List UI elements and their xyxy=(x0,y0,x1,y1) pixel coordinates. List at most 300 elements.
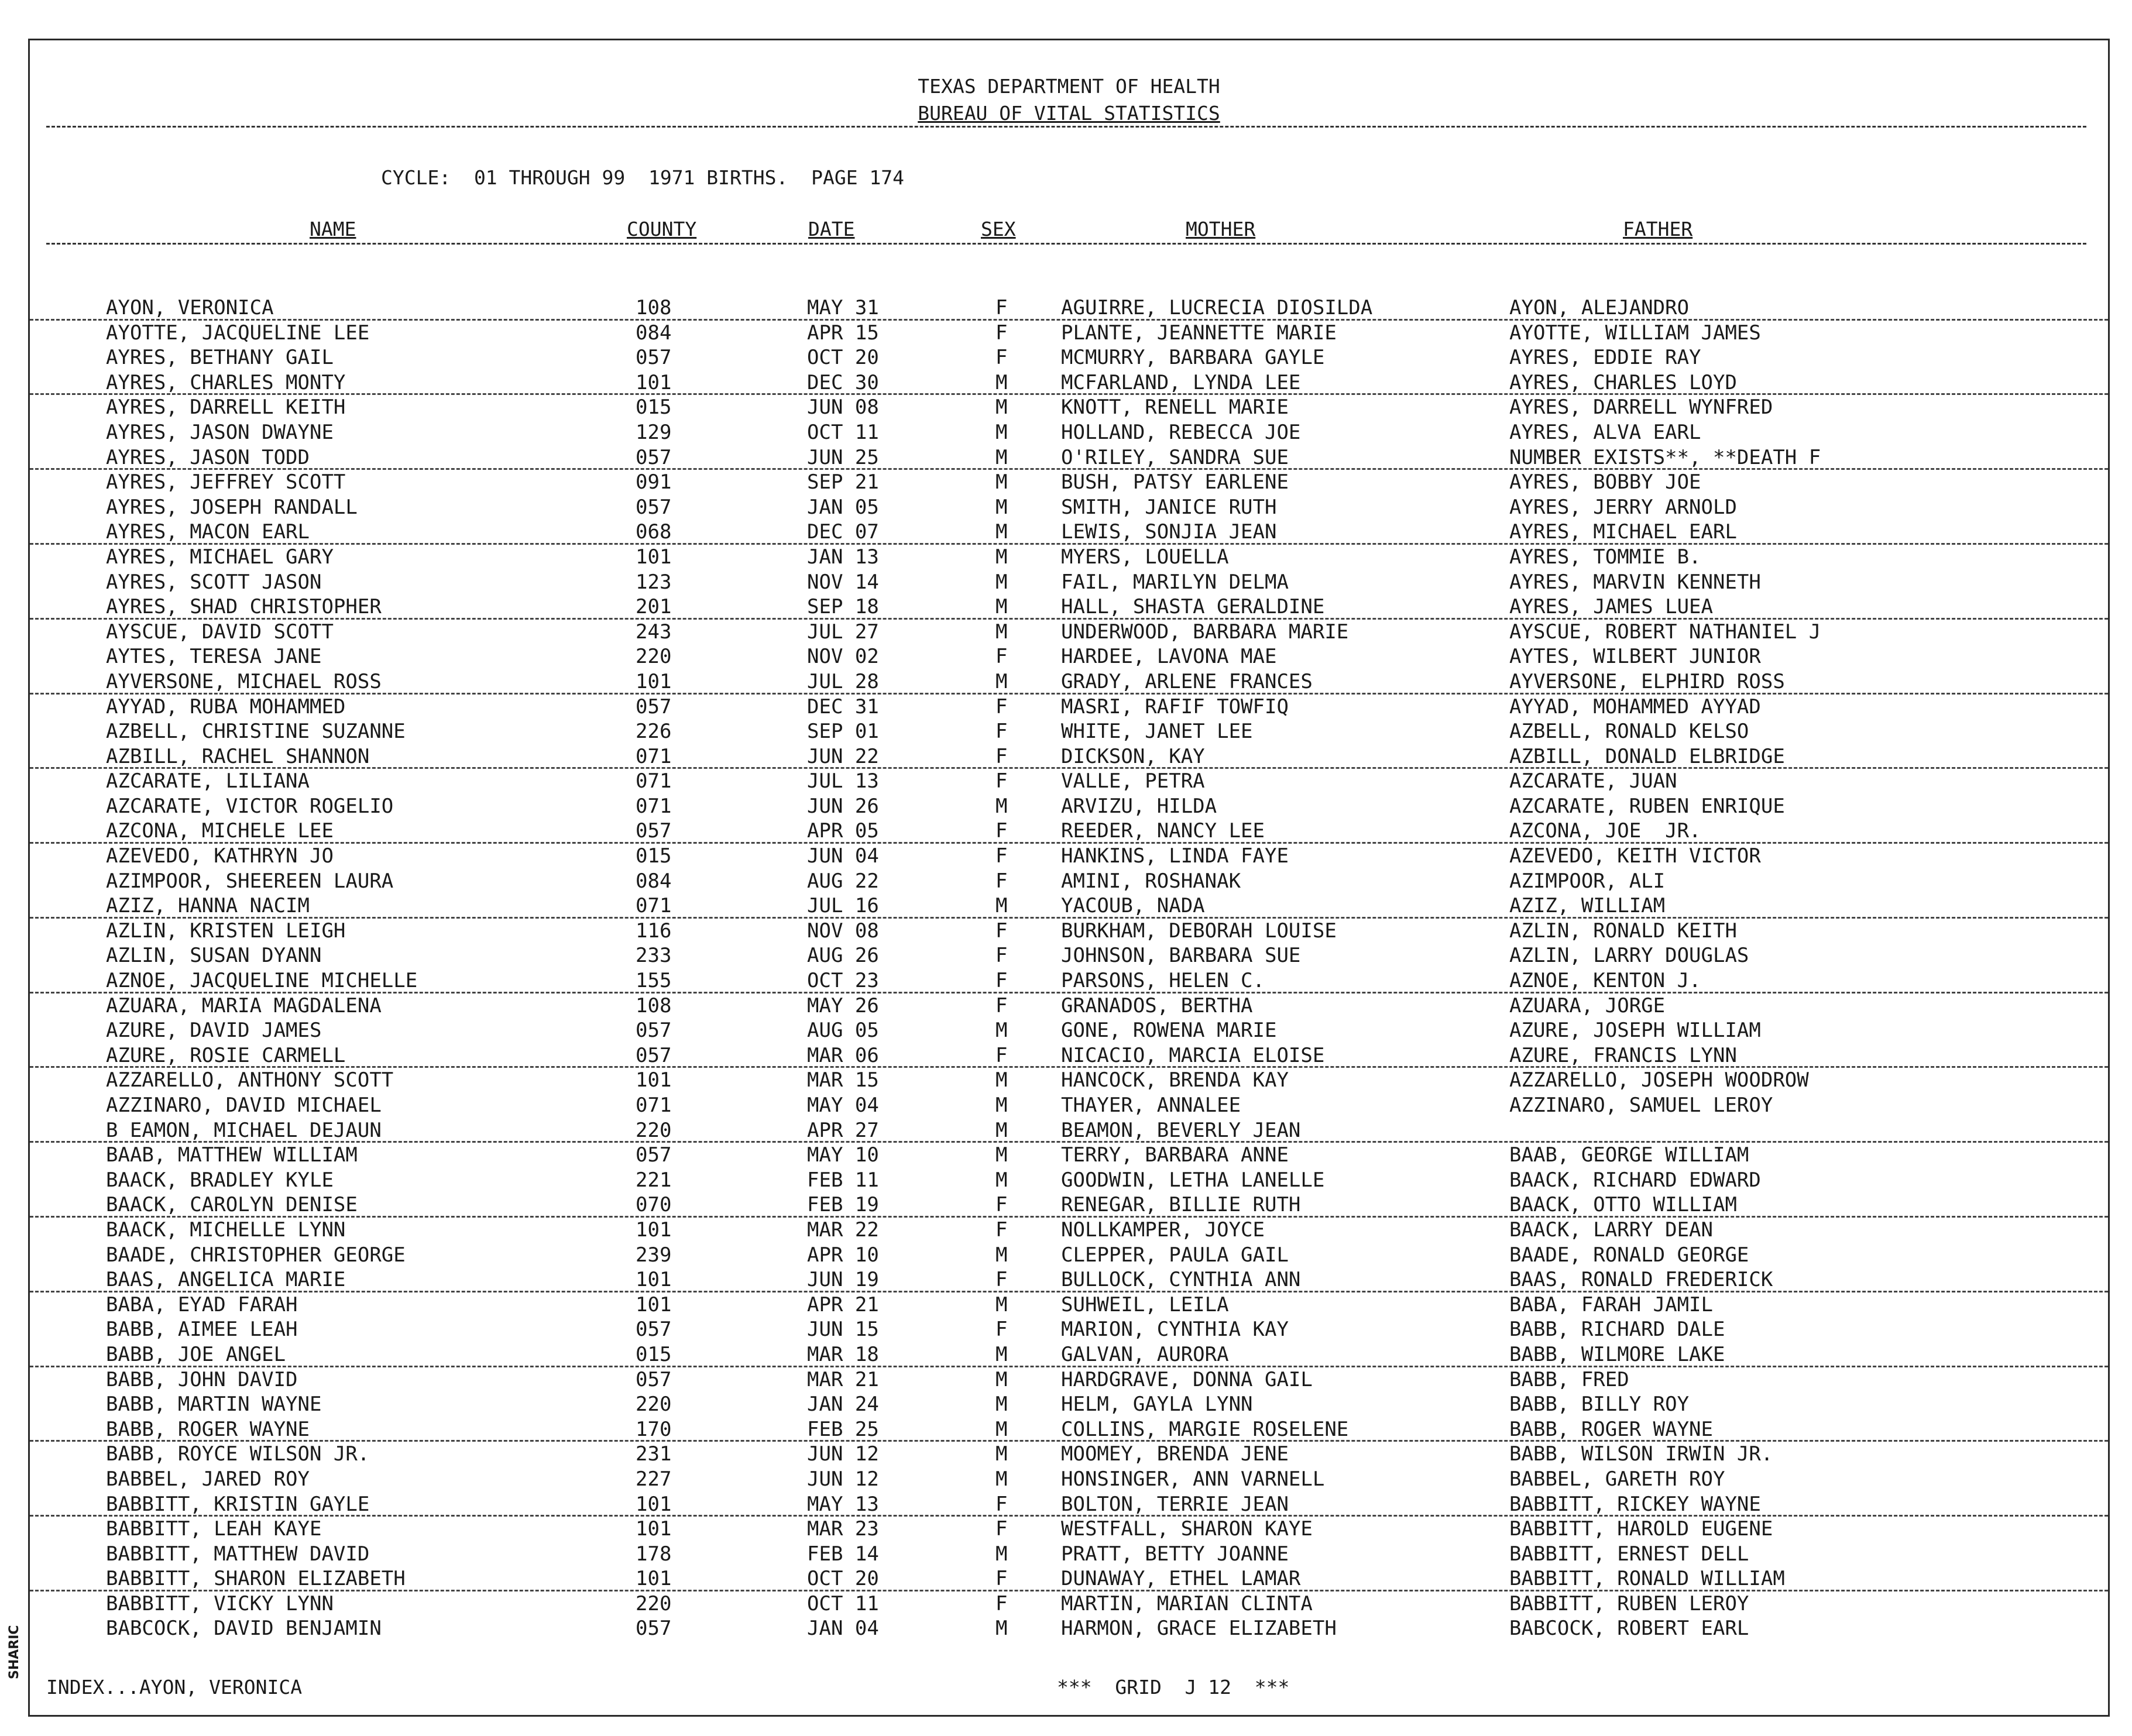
cell-sex: M xyxy=(995,1168,1008,1192)
cell-father: BABB, FRED xyxy=(1509,1367,1629,1391)
cell-county: 057 xyxy=(636,1019,672,1043)
cell-mother: HALL, SHASTA GERALDINE xyxy=(1061,595,1325,619)
cell-county: 108 xyxy=(636,296,672,319)
cell-date: NOV 02 xyxy=(807,645,879,669)
cell-mother: PLANTE, JEANNETTE MARIE xyxy=(1061,321,1337,345)
table-row xyxy=(30,1591,2108,1617)
cell-date: FEB 19 xyxy=(807,1193,879,1217)
cell-father: AYRES, JAMES LUEA xyxy=(1509,595,1713,619)
table-row xyxy=(30,869,2108,894)
cell-name: BAACK, BRADLEY KYLE xyxy=(106,1168,334,1192)
cell-date: AUG 22 xyxy=(807,869,879,893)
birth-records-table xyxy=(30,295,2108,1641)
cell-date: FEB 11 xyxy=(807,1168,879,1192)
cell-date: NOV 14 xyxy=(807,570,879,594)
agency-title: TEXAS DEPARTMENT OF HEALTH xyxy=(918,75,1220,98)
table-row xyxy=(30,470,2108,495)
cell-father: AYRES, MICHAEL EARL xyxy=(1509,520,1737,544)
cell-county: 071 xyxy=(636,1094,672,1117)
cell-sex: M xyxy=(995,1542,1008,1566)
cell-county: 116 xyxy=(636,919,672,943)
cell-father: AYRES, EDDIE RAY xyxy=(1509,346,1701,370)
cell-father: AZUARA, JORGE xyxy=(1509,994,1666,1017)
cell-name: BABBITT, VICKY LYNN xyxy=(106,1591,334,1615)
table-row xyxy=(30,769,2108,794)
cell-county: 155 xyxy=(636,969,672,993)
cell-name: AZZARELLO, ANTHONY SCOTT xyxy=(106,1068,394,1092)
cell-county: 201 xyxy=(636,595,672,619)
table-row xyxy=(30,395,2108,420)
cell-county: 057 xyxy=(636,346,672,370)
cell-date: OCT 23 xyxy=(807,969,879,993)
cell-name: AYRES, JOSEPH RANDALL xyxy=(106,495,358,519)
cell-county: 101 xyxy=(636,1567,672,1591)
cell-mother: MASRI, RAFIF TOWFIQ xyxy=(1061,695,1289,719)
cell-mother: MARION, CYNTHIA KAY xyxy=(1061,1318,1289,1342)
cell-sex: M xyxy=(995,595,1008,619)
cell-county: 071 xyxy=(636,794,672,818)
cell-sex: F xyxy=(995,1268,1008,1292)
cell-date: DEC 30 xyxy=(807,370,879,394)
cell-county: 071 xyxy=(636,744,672,768)
cell-county: 101 xyxy=(636,545,672,569)
table-row xyxy=(30,520,2108,545)
cell-county: 091 xyxy=(636,470,672,494)
cell-mother: BURKHAM, DEBORAH LOUISE xyxy=(1061,919,1337,943)
cell-date: SEP 21 xyxy=(807,470,879,494)
cell-mother: GRADY, ARLENE FRANCES xyxy=(1061,669,1313,693)
cell-sex: F xyxy=(995,819,1008,843)
table-row xyxy=(30,321,2108,346)
cell-mother: HARMON, GRACE ELIZABETH xyxy=(1061,1617,1337,1641)
cell-date: DEC 07 xyxy=(807,520,879,544)
cell-sex: F xyxy=(995,321,1008,345)
cell-sex: M xyxy=(995,1367,1008,1391)
cell-mother: GRANADOS, BERTHA xyxy=(1061,994,1253,1017)
cell-sex: M xyxy=(995,445,1008,469)
cell-sex: F xyxy=(995,944,1008,968)
cell-sex: F xyxy=(995,1193,1008,1217)
cell-sex: M xyxy=(995,620,1008,644)
cell-mother: HARDGRAVE, DONNA GAIL xyxy=(1061,1367,1313,1391)
cell-sex: M xyxy=(995,545,1008,569)
cell-date: APR 27 xyxy=(807,1118,879,1142)
table-row xyxy=(30,1417,2108,1442)
cell-date: MAY 31 xyxy=(807,296,879,319)
cell-father: BABBITT, HAROLD EUGENE xyxy=(1509,1517,1773,1541)
cell-name: AZZINARO, DAVID MICHAEL xyxy=(106,1094,382,1117)
cell-father: BAAB, GEORGE WILLIAM xyxy=(1509,1143,1749,1167)
cell-mother: WHITE, JANET LEE xyxy=(1061,720,1253,744)
cell-father: AZCARATE, JUAN xyxy=(1509,769,1677,793)
cell-county: 233 xyxy=(636,944,672,968)
cell-name: AZURE, DAVID JAMES xyxy=(106,1019,322,1043)
cell-name: BABBITT, KRISTIN GAYLE xyxy=(106,1492,370,1516)
cell-date: JUL 13 xyxy=(807,769,879,793)
cell-county: 057 xyxy=(636,1318,672,1342)
cell-date: APR 05 xyxy=(807,819,879,843)
cell-county: 071 xyxy=(636,894,672,918)
header-rule-top xyxy=(46,126,2086,128)
cell-name: AZIZ, HANNA NACIM xyxy=(106,894,310,918)
cell-county: 129 xyxy=(636,420,672,444)
cell-date: JUN 22 xyxy=(807,744,879,768)
cell-mother: YACOUB, NADA xyxy=(1061,894,1205,918)
cell-county: 123 xyxy=(636,570,672,594)
cell-father: AZCARATE, RUBEN ENRIQUE xyxy=(1509,794,1785,818)
cell-sex: F xyxy=(995,346,1008,370)
cell-father: AYVERSONE, ELPHIRD ROSS xyxy=(1509,669,1785,693)
side-label: SHARIC xyxy=(7,1625,22,1679)
cell-mother: AGUIRRE, LUCRECIA DIOSILDA xyxy=(1061,296,1373,319)
cell-date: JUN 12 xyxy=(807,1467,879,1491)
cell-sex: M xyxy=(995,894,1008,918)
cell-name: BABBEL, JARED ROY xyxy=(106,1467,310,1491)
cell-name: AYRES, MICHAEL GARY xyxy=(106,545,334,569)
cell-name: BABB, MARTIN WAYNE xyxy=(106,1393,322,1417)
col-header-father: FATHER xyxy=(1623,218,1693,240)
cell-date: JUN 12 xyxy=(807,1442,879,1466)
cell-sex: M xyxy=(995,470,1008,494)
table-row xyxy=(30,1267,2108,1292)
cycle-line: CYCLE: 01 THROUGH 99 1971 BIRTHS. PAGE 174 xyxy=(381,166,905,189)
table-row xyxy=(30,1168,2108,1193)
cell-father: AYRES, CHARLES LOYD xyxy=(1509,370,1737,394)
cell-county: 220 xyxy=(636,645,672,669)
cell-father: BABCOCK, ROBERT EARL xyxy=(1509,1617,1749,1641)
cell-county: 015 xyxy=(636,844,672,868)
cell-county: 178 xyxy=(636,1542,672,1566)
cell-father: AZURE, JOSEPH WILLIAM xyxy=(1509,1019,1761,1043)
cell-date: AUG 05 xyxy=(807,1019,879,1043)
cell-name: BABB, ROYCE WILSON JR. xyxy=(106,1442,370,1466)
index-footer: INDEX...AYON, VERONICA xyxy=(46,1676,303,1699)
cell-sex: M xyxy=(995,794,1008,818)
cell-county: 057 xyxy=(636,1043,672,1067)
cell-mother: MCMURRY, BARBARA GAYLE xyxy=(1061,346,1325,370)
cell-mother: DUNAWAY, ETHEL LAMAR xyxy=(1061,1567,1301,1591)
cell-mother: VALLE, PETRA xyxy=(1061,769,1205,793)
cell-sex: M xyxy=(995,1393,1008,1417)
cell-name: AYRES, BETHANY GAIL xyxy=(106,346,334,370)
cell-name: AYRES, JASON TODD xyxy=(106,445,310,469)
cell-date: MAR 06 xyxy=(807,1043,879,1067)
cell-sex: M xyxy=(995,420,1008,444)
cell-date: FEB 14 xyxy=(807,1542,879,1566)
table-row xyxy=(30,644,2108,669)
cell-father: AYON, ALEJANDRO xyxy=(1509,296,1690,319)
cell-father: AYYAD, MOHAMMED AYYAD xyxy=(1509,695,1761,719)
cell-sex: F xyxy=(995,769,1008,793)
cell-name: BAACK, CAROLYN DENISE xyxy=(106,1193,358,1217)
cell-mother: NOLLKAMPER, JOYCE xyxy=(1061,1218,1265,1242)
cell-date: JUN 08 xyxy=(807,396,879,420)
cell-date: MAY 04 xyxy=(807,1094,879,1117)
cell-date: MAR 18 xyxy=(807,1342,879,1366)
cell-name: AZNOE, JACQUELINE MICHELLE xyxy=(106,969,418,993)
cell-date: OCT 11 xyxy=(807,420,879,444)
table-row xyxy=(30,819,2108,844)
table-row xyxy=(30,1492,2108,1517)
cell-sex: M xyxy=(995,1143,1008,1167)
cell-mother: HARDEE, LAVONA MAE xyxy=(1061,645,1277,669)
cell-father: BABB, WILMORE LAKE xyxy=(1509,1342,1725,1366)
cell-date: JUN 25 xyxy=(807,445,879,469)
cell-sex: M xyxy=(995,1068,1008,1092)
cell-sex: M xyxy=(995,570,1008,594)
cell-name: BAADE, CHRISTOPHER GEORGE xyxy=(106,1243,406,1267)
cell-sex: F xyxy=(995,695,1008,719)
cell-mother: HANCOCK, BRENDA KAY xyxy=(1061,1068,1289,1092)
table-row xyxy=(30,1292,2108,1318)
cell-name: AYVERSONE, MICHAEL ROSS xyxy=(106,669,382,693)
cell-date: MAR 22 xyxy=(807,1218,879,1242)
table-row xyxy=(30,1517,2108,1542)
cell-mother: BEAMON, BEVERLY JEAN xyxy=(1061,1118,1301,1142)
cell-county: 101 xyxy=(636,1218,672,1242)
cell-mother: MCFARLAND, LYNDA LEE xyxy=(1061,370,1301,394)
cell-county: 221 xyxy=(636,1168,672,1192)
cell-county: 220 xyxy=(636,1591,672,1615)
cell-father: BABBITT, RONALD WILLIAM xyxy=(1509,1567,1785,1591)
cell-father: AZZINARO, SAMUEL LEROY xyxy=(1509,1094,1773,1117)
cell-mother: HONSINGER, ANN VARNELL xyxy=(1061,1467,1325,1491)
cell-father: BABBITT, RUBEN LEROY xyxy=(1509,1591,1749,1615)
cell-mother: GOODWIN, LETHA LANELLE xyxy=(1061,1168,1325,1192)
cell-name: AZBELL, CHRISTINE SUZANNE xyxy=(106,720,406,744)
table-row xyxy=(30,968,2108,994)
table-row xyxy=(30,545,2108,570)
cell-sex: M xyxy=(995,1617,1008,1641)
cell-mother: GALVAN, AURORA xyxy=(1061,1342,1229,1366)
cell-date: JUN 19 xyxy=(807,1268,879,1292)
cell-father: BABA, FARAH JAMIL xyxy=(1509,1292,1713,1316)
table-row xyxy=(30,1392,2108,1417)
table-row xyxy=(30,1467,2108,1492)
cell-name: AYYAD, RUBA MOHAMMED xyxy=(106,695,346,719)
cell-father: AYSCUE, ROBERT NATHANIEL J xyxy=(1509,620,1821,644)
cell-county: 170 xyxy=(636,1417,672,1441)
cell-mother: GONE, ROWENA MARIE xyxy=(1061,1019,1277,1043)
cell-father: BAACK, RICHARD EDWARD xyxy=(1509,1168,1761,1192)
cell-date: JAN 24 xyxy=(807,1393,879,1417)
table-row xyxy=(30,844,2108,869)
cell-name: AYRES, JASON DWAYNE xyxy=(106,420,334,444)
cell-county: 084 xyxy=(636,869,672,893)
cell-sex: M xyxy=(995,396,1008,420)
cell-sex: F xyxy=(995,844,1008,868)
cell-father: BABB, BILLY ROY xyxy=(1509,1393,1690,1417)
cell-county: 070 xyxy=(636,1193,672,1217)
cell-father: BABB, WILSON IRWIN JR. xyxy=(1509,1442,1773,1466)
cell-mother: ARVIZU, HILDA xyxy=(1061,794,1217,818)
cell-name: AZIMPOOR, SHEEREEN LAURA xyxy=(106,869,394,893)
cell-sex: F xyxy=(995,1517,1008,1541)
cell-sex: F xyxy=(995,296,1008,319)
cell-sex: M xyxy=(995,1292,1008,1316)
cell-name: AZCARATE, LILIANA xyxy=(106,769,310,793)
cell-sex: F xyxy=(995,994,1008,1017)
cell-sex: F xyxy=(995,1318,1008,1342)
cell-county: 220 xyxy=(636,1118,672,1142)
table-row xyxy=(30,943,2108,968)
cell-sex: M xyxy=(995,1243,1008,1267)
table-row xyxy=(30,1243,2108,1268)
cell-county: 227 xyxy=(636,1467,672,1491)
cell-name: BABB, AIMEE LEAH xyxy=(106,1318,298,1342)
cell-mother: TERRY, BARBARA ANNE xyxy=(1061,1143,1289,1167)
cell-county: 071 xyxy=(636,769,672,793)
cell-mother: PRATT, BETTY JOANNE xyxy=(1061,1542,1289,1566)
cell-father: AYOTTE, WILLIAM JAMES xyxy=(1509,321,1761,345)
cell-date: OCT 20 xyxy=(807,1567,879,1591)
table-row xyxy=(30,994,2108,1019)
cell-date: JAN 05 xyxy=(807,495,879,519)
cell-mother: HANKINS, LINDA FAYE xyxy=(1061,844,1289,868)
cell-name: AZUARA, MARIA MAGDALENA xyxy=(106,994,382,1017)
cell-father: AZIMPOOR, ALI xyxy=(1509,869,1666,893)
cell-name: AZCONA, MICHELE LEE xyxy=(106,819,334,843)
cell-sex: M xyxy=(995,520,1008,544)
cell-date: APR 15 xyxy=(807,321,879,345)
cell-date: JUL 16 xyxy=(807,894,879,918)
cell-sex: F xyxy=(995,1218,1008,1242)
cell-county: 220 xyxy=(636,1393,672,1417)
cell-sex: M xyxy=(995,1094,1008,1117)
table-row xyxy=(30,1043,2108,1068)
table-row xyxy=(30,719,2108,744)
cell-mother: MARTIN, MARIAN CLINTA xyxy=(1061,1591,1313,1615)
table-row xyxy=(30,1317,2108,1342)
cell-county: 057 xyxy=(636,1367,672,1391)
cell-name: BABA, EYAD FARAH xyxy=(106,1292,298,1316)
cell-mother: BULLOCK, CYNTHIA ANN xyxy=(1061,1268,1301,1292)
cell-father: AYRES, MARVIN KENNETH xyxy=(1509,570,1761,594)
cell-name: AYRES, DARRELL KEITH xyxy=(106,396,346,420)
cell-father: AZLIN, RONALD KEITH xyxy=(1509,919,1737,943)
cell-date: SEP 18 xyxy=(807,595,879,619)
cell-county: 057 xyxy=(636,495,672,519)
cell-sex: F xyxy=(995,1567,1008,1591)
cell-father: BAACK, OTTO WILLIAM xyxy=(1509,1193,1737,1217)
cell-date: OCT 11 xyxy=(807,1591,879,1615)
document-page xyxy=(28,39,2110,1717)
cell-name: AYRES, MACON EARL xyxy=(106,520,310,544)
table-row xyxy=(30,445,2108,470)
cell-date: JUL 28 xyxy=(807,669,879,693)
cell-name: BAAB, MATTHEW WILLIAM xyxy=(106,1143,358,1167)
cell-county: 057 xyxy=(636,1617,672,1641)
cell-name: AYRES, CHARLES MONTY xyxy=(106,370,346,394)
cell-date: OCT 20 xyxy=(807,346,879,370)
cell-mother: THAYER, ANNALEE xyxy=(1061,1094,1241,1117)
cell-county: 068 xyxy=(636,520,672,544)
cell-name: BABBITT, MATTHEW DAVID xyxy=(106,1542,370,1566)
table-row xyxy=(30,495,2108,520)
cell-county: 015 xyxy=(636,1342,672,1366)
table-row xyxy=(30,1442,2108,1467)
cell-county: 101 xyxy=(636,1292,672,1316)
cell-sex: M xyxy=(995,495,1008,519)
cell-sex: M xyxy=(995,1118,1008,1142)
cell-county: 084 xyxy=(636,321,672,345)
cell-date: SEP 01 xyxy=(807,720,879,744)
cell-date: MAY 13 xyxy=(807,1492,879,1516)
cell-father: AZBILL, DONALD ELBRIDGE xyxy=(1509,744,1785,768)
cell-date: NOV 08 xyxy=(807,919,879,943)
cell-date: JAN 13 xyxy=(807,545,879,569)
cell-date: APR 10 xyxy=(807,1243,879,1267)
cell-mother: DICKSON, KAY xyxy=(1061,744,1205,768)
cell-county: 101 xyxy=(636,1068,672,1092)
cell-name: BABB, ROGER WAYNE xyxy=(106,1417,310,1441)
col-header-name: NAME xyxy=(310,218,356,240)
cell-county: 101 xyxy=(636,370,672,394)
cell-name: BABCOCK, DAVID BENJAMIN xyxy=(106,1617,382,1641)
cell-sex: M xyxy=(995,370,1008,394)
table-row xyxy=(30,1367,2108,1393)
cell-date: AUG 26 xyxy=(807,944,879,968)
cell-mother: PARSONS, HELEN C. xyxy=(1061,969,1265,993)
cell-father: NUMBER EXISTS**, **DEATH F xyxy=(1509,445,1821,469)
bureau-title: BUREAU OF VITAL STATISTICS xyxy=(918,102,1220,125)
cell-mother: CLEPPER, PAULA GAIL xyxy=(1061,1243,1289,1267)
cell-mother: KNOTT, RENELL MARIE xyxy=(1061,396,1289,420)
cell-name: BABBITT, LEAH KAYE xyxy=(106,1517,322,1541)
cell-date: MAR 23 xyxy=(807,1517,879,1541)
cell-father: AYTES, WILBERT JUNIOR xyxy=(1509,645,1761,669)
cell-father: AYRES, JERRY ARNOLD xyxy=(1509,495,1737,519)
cell-name: AZLIN, KRISTEN LEIGH xyxy=(106,919,346,943)
cell-name: BABB, JOE ANGEL xyxy=(106,1342,286,1366)
cell-father: BAAS, RONALD FREDERICK xyxy=(1509,1268,1773,1292)
table-row xyxy=(30,1118,2108,1143)
cell-father: AZIZ, WILLIAM xyxy=(1509,894,1666,918)
cell-father: AYRES, ALVA EARL xyxy=(1509,420,1701,444)
col-header-county: COUNTY xyxy=(627,218,697,240)
table-row xyxy=(30,1616,2108,1641)
table-row xyxy=(30,1068,2108,1093)
cell-father: BABB, ROGER WAYNE xyxy=(1509,1417,1713,1441)
cell-mother: JOHNSON, BARBARA SUE xyxy=(1061,944,1301,968)
table-row xyxy=(30,669,2108,695)
cell-mother: REEDER, NANCY LEE xyxy=(1061,819,1265,843)
table-row xyxy=(30,1192,2108,1218)
cell-father: AZNOE, KENTON J. xyxy=(1509,969,1701,993)
cell-name: BAAS, ANGELICA MARIE xyxy=(106,1268,346,1292)
cell-sex: F xyxy=(995,969,1008,993)
cell-mother: BOLTON, TERRIE JEAN xyxy=(1061,1492,1289,1516)
cell-sex: M xyxy=(995,1442,1008,1466)
cell-date: JUN 04 xyxy=(807,844,879,868)
cell-county: 057 xyxy=(636,819,672,843)
table-row xyxy=(30,295,2108,321)
col-header-sex: SEX xyxy=(981,218,1016,240)
table-row xyxy=(30,420,2108,445)
cell-sex: F xyxy=(995,869,1008,893)
table-row xyxy=(30,1018,2108,1043)
cell-father: AYRES, TOMMIE B. xyxy=(1509,545,1701,569)
cell-county: 108 xyxy=(636,994,672,1017)
cell-sex: M xyxy=(995,1417,1008,1441)
cell-father: AYRES, DARRELL WYNFRED xyxy=(1509,396,1773,420)
cell-county: 231 xyxy=(636,1442,672,1466)
cell-mother: SUHWEIL, LEILA xyxy=(1061,1292,1229,1316)
cell-county: 239 xyxy=(636,1243,672,1267)
cell-name: B EAMON, MICHAEL DEJAUN xyxy=(106,1118,382,1142)
cell-father: BABBITT, ERNEST DELL xyxy=(1509,1542,1749,1566)
cell-mother: BUSH, PATSY EARLENE xyxy=(1061,470,1289,494)
